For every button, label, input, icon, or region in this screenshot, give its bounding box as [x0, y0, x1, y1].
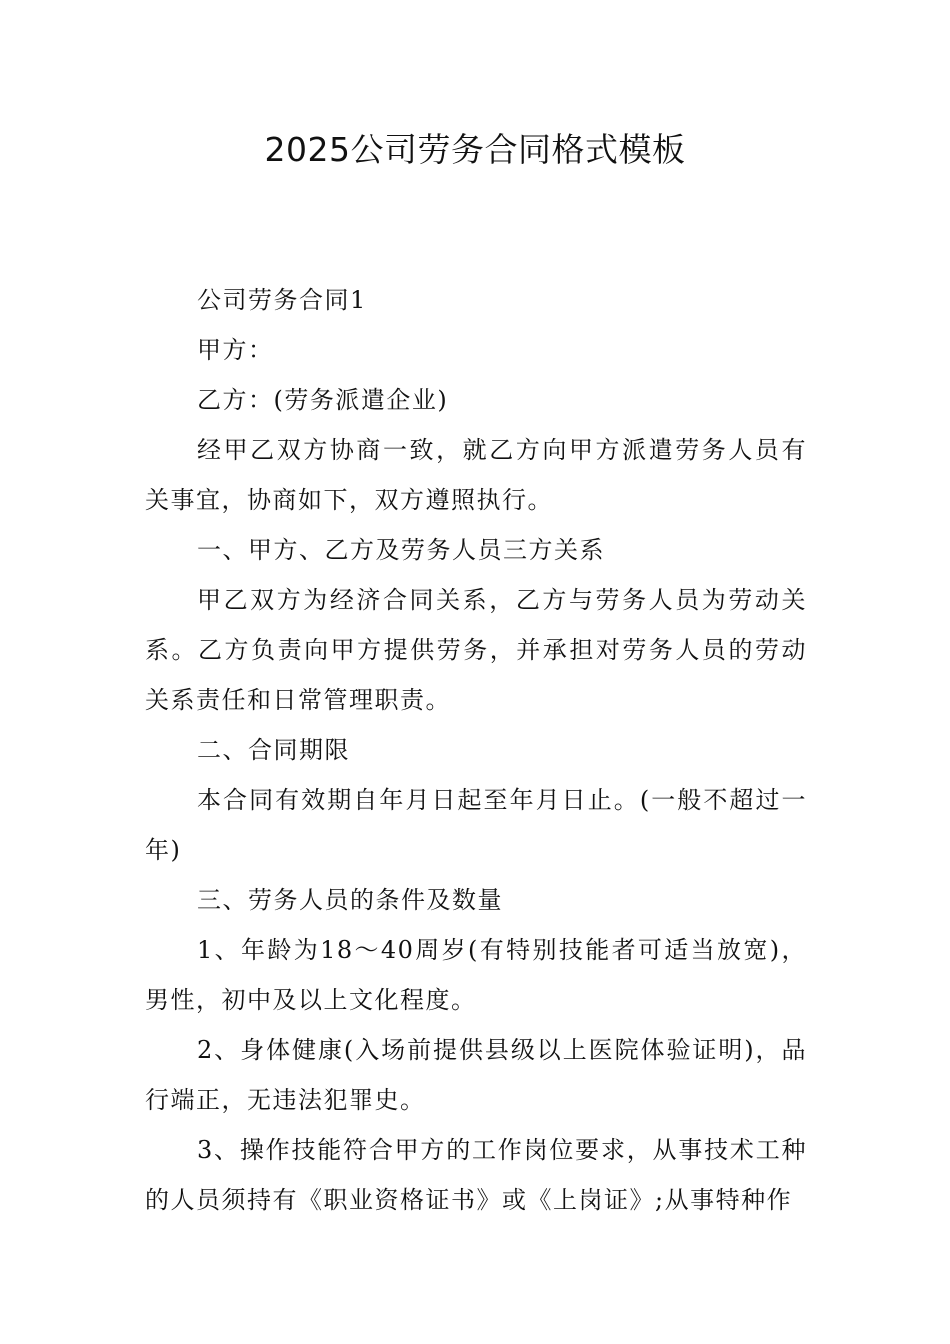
paragraph-party-a: 甲方： [197, 336, 274, 364]
paragraph-contract-heading: 公司劳务合同1 [197, 286, 367, 314]
section-heading-term: 二、合同期限 [197, 736, 350, 764]
list-item-condition-3: 3、操作技能符合甲方的工作岗位要求，从事技术工种的人员须持有《职业资格证书》或《上岗证》;从事特种作 [145, 1136, 807, 1214]
paragraph-relationship: 甲乙双方为经济合同关系，乙方与劳务人员为劳动关系。乙方负责向甲方提供劳务，并承担对劳务人员的劳动关系责任和日常管理职责。 [145, 586, 807, 714]
list-item-condition-1: 1、年龄为18～40周岁(有特别技能者可适当放宽)，男性，初中及以上文化程度。 [145, 936, 807, 1014]
paragraph-preamble: 经甲乙双方协商一致，就乙方向甲方派遣劳务人员有关事宜，协商如下，双方遵照执行。 [145, 436, 807, 514]
paragraph-term: 本合同有效期自年月日起至年月日止。(一般不超过一年) [145, 786, 807, 864]
list-item-condition-2: 2、身体健康(入场前提供县级以上医院体验证明)，品行端正，无违法犯罪史。 [145, 1036, 807, 1114]
paragraph-party-b: 乙方：(劳务派遣企业) [197, 386, 449, 414]
section-heading-conditions: 三、劳务人员的条件及数量 [197, 886, 503, 914]
document-title: 2025公司劳务合同格式模板 [264, 130, 686, 169]
document-body [145, 275, 807, 1225]
section-heading-relationship: 一、甲方、乙方及劳务人员三方关系 [197, 536, 605, 564]
